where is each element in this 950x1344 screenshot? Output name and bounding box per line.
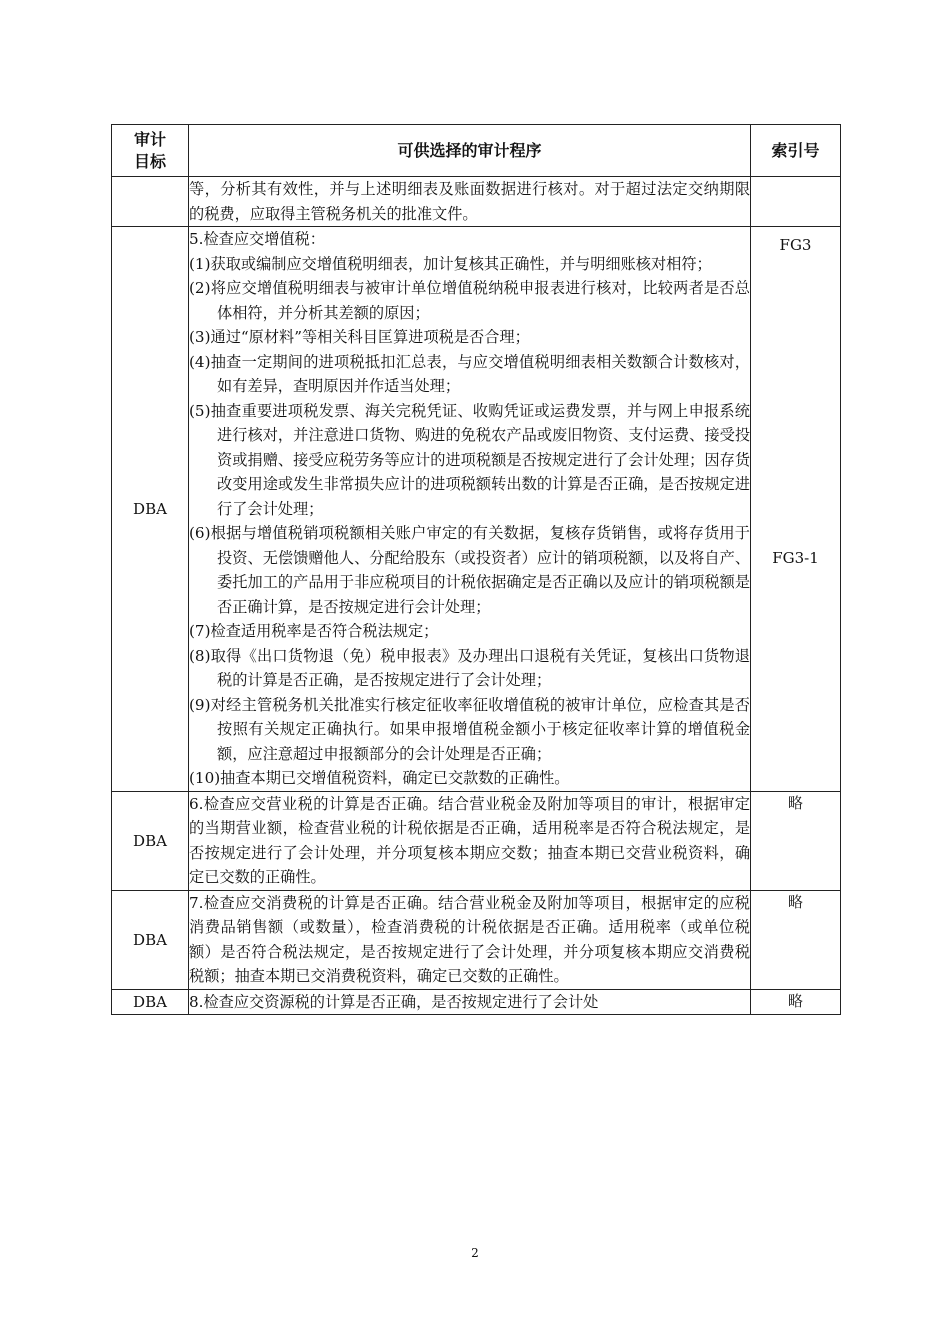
procedure-item: (8)取得《出口货物退（免）税申报表》及办理出口退税有关凭证，复核出口货物退税的计算是否正确，是否按规定进行了会计处理； (189, 646, 750, 689)
procedure-cell (189, 177, 751, 227)
procedure-item: (2)将应交增值税明细表与被审计单位增值税纳税申报表进行核对，比较两者是否总体相符，并分析其差额的原因； (189, 279, 750, 322)
procedure-item: (10)抽查本期已交增值税资料，确定已交款数的正确性。 (189, 769, 570, 787)
procedure-text: 等，分析其有效性，并与上述明细表及账面数据进行核对。对于超过法定交纳期限的税费，应取得主管税务机关的批准文件。 (189, 180, 750, 223)
page-number: 2 (471, 1246, 479, 1260)
procedure-cell (189, 791, 751, 890)
procedure-item: (5)抽查重要进项税发票、海关完税凭证、收购凭证或运费发票，并与网上申报系统进行核对，并注意进口货物、购进的免税农产品或废旧物资、支付运费、接受投资或捐赠、接受应税劳务等应计的进项税额是否按规定进行了会计处理；因存货改变用途或发生非常损失应计的进项税额转出数的计算是否正确，是否按规定进行了会计处理； (189, 401, 750, 518)
header-objective-line2: 目标 (133, 151, 166, 171)
index-cell: 略 (751, 890, 841, 989)
procedure-cell (189, 989, 751, 1015)
procedure-title: 5.检查应交增值税： (189, 230, 325, 248)
index-cell (751, 177, 841, 227)
procedure-item: (3)通过“原材料”等相关科目匡算进项税是否合理； (189, 328, 530, 346)
header-index: 索引号 (751, 125, 841, 177)
procedure-item: (7)检查适用税率是否符合税法规定； (189, 622, 439, 640)
procedure-item: (1)获取或编制应交增值税明细表，加计复核其正确性，并与明细账核对相符； (189, 254, 712, 273)
audit-procedure-table (111, 124, 841, 1015)
table-row (112, 890, 841, 989)
table-row (112, 177, 841, 227)
table-row (112, 989, 841, 1015)
index-ref-fg3-1: FG3-1 (772, 549, 819, 567)
procedure-text: 8.检查应交资源税的计算是否正确，是否按规定进行了会计处 (189, 992, 599, 1011)
index-ref-fg3: FG3 (779, 236, 812, 254)
procedure-cell (189, 227, 751, 792)
procedure-text: 6.检查应交营业税的计算是否正确。结合营业税金及附加等项目的审计，根据审定的当期营业额，检查营业税的计税依据是否正确，适用税率是否符合税法规定，是否按规定进行了会计处理，并分项复核本期应交数；抽查本期已交营业税资料，确定已交数的正确性。 (189, 794, 750, 886)
procedure-item: (4)抽查一定期间的进项税抵扣汇总表，与应交增值税明细表相关数额合计数核对，如有差异，查明原因并作适当处理； (189, 352, 750, 395)
index-cell (751, 227, 841, 792)
header-procedure: 可供选择的审计程序 (189, 125, 751, 177)
table-row (112, 227, 841, 792)
header-objective (112, 125, 189, 177)
objective-cell: DBA (112, 227, 189, 792)
table-header-row (112, 125, 841, 177)
index-cell: 略 (751, 791, 841, 890)
objective-cell (112, 177, 189, 227)
objective-cell: DBA (112, 890, 189, 989)
objective-cell: DBA (112, 791, 189, 890)
objective-cell: DBA (112, 989, 189, 1015)
procedure-text: 7.检查应交消费税的计算是否正确。结合营业税金及附加等项目，根据审定的应税消费品销售额（或数量），检查消费税的计税依据是否正确。适用税率（或单位税额）是否符合税法规定，是否按规定进行了会计处理，并分项复核本期应交消费税税额；抽查本期已交消费税资料，确定已交数的正确性。 (189, 893, 750, 985)
procedure-cell (189, 890, 751, 989)
procedure-item: (9)对经主管税务机关批准实行核定征收率征收增值税的被审计单位，应检查其是否按照有关规定正确执行。如果申报增值税金额小于核定征收率计算的增值税金额，应注意超过申报额部分的会计处理是否正确； (189, 695, 750, 763)
index-cell: 略 (751, 989, 841, 1015)
header-objective-line1: 审计 (133, 129, 166, 149)
procedure-item: (6)根据与增值税销项税额相关账户审定的有关数据，复核存货销售，或将存货用于投资、无偿馈赠他人、分配给股东（或投资者）应计的销项税额，以及将自产、委托加工的产品用于非应税项目的计税依据确定是否正确以及应计的销项税额是否正确计算，是否按规定进行会计处理； (189, 524, 750, 616)
table-row (112, 791, 841, 890)
